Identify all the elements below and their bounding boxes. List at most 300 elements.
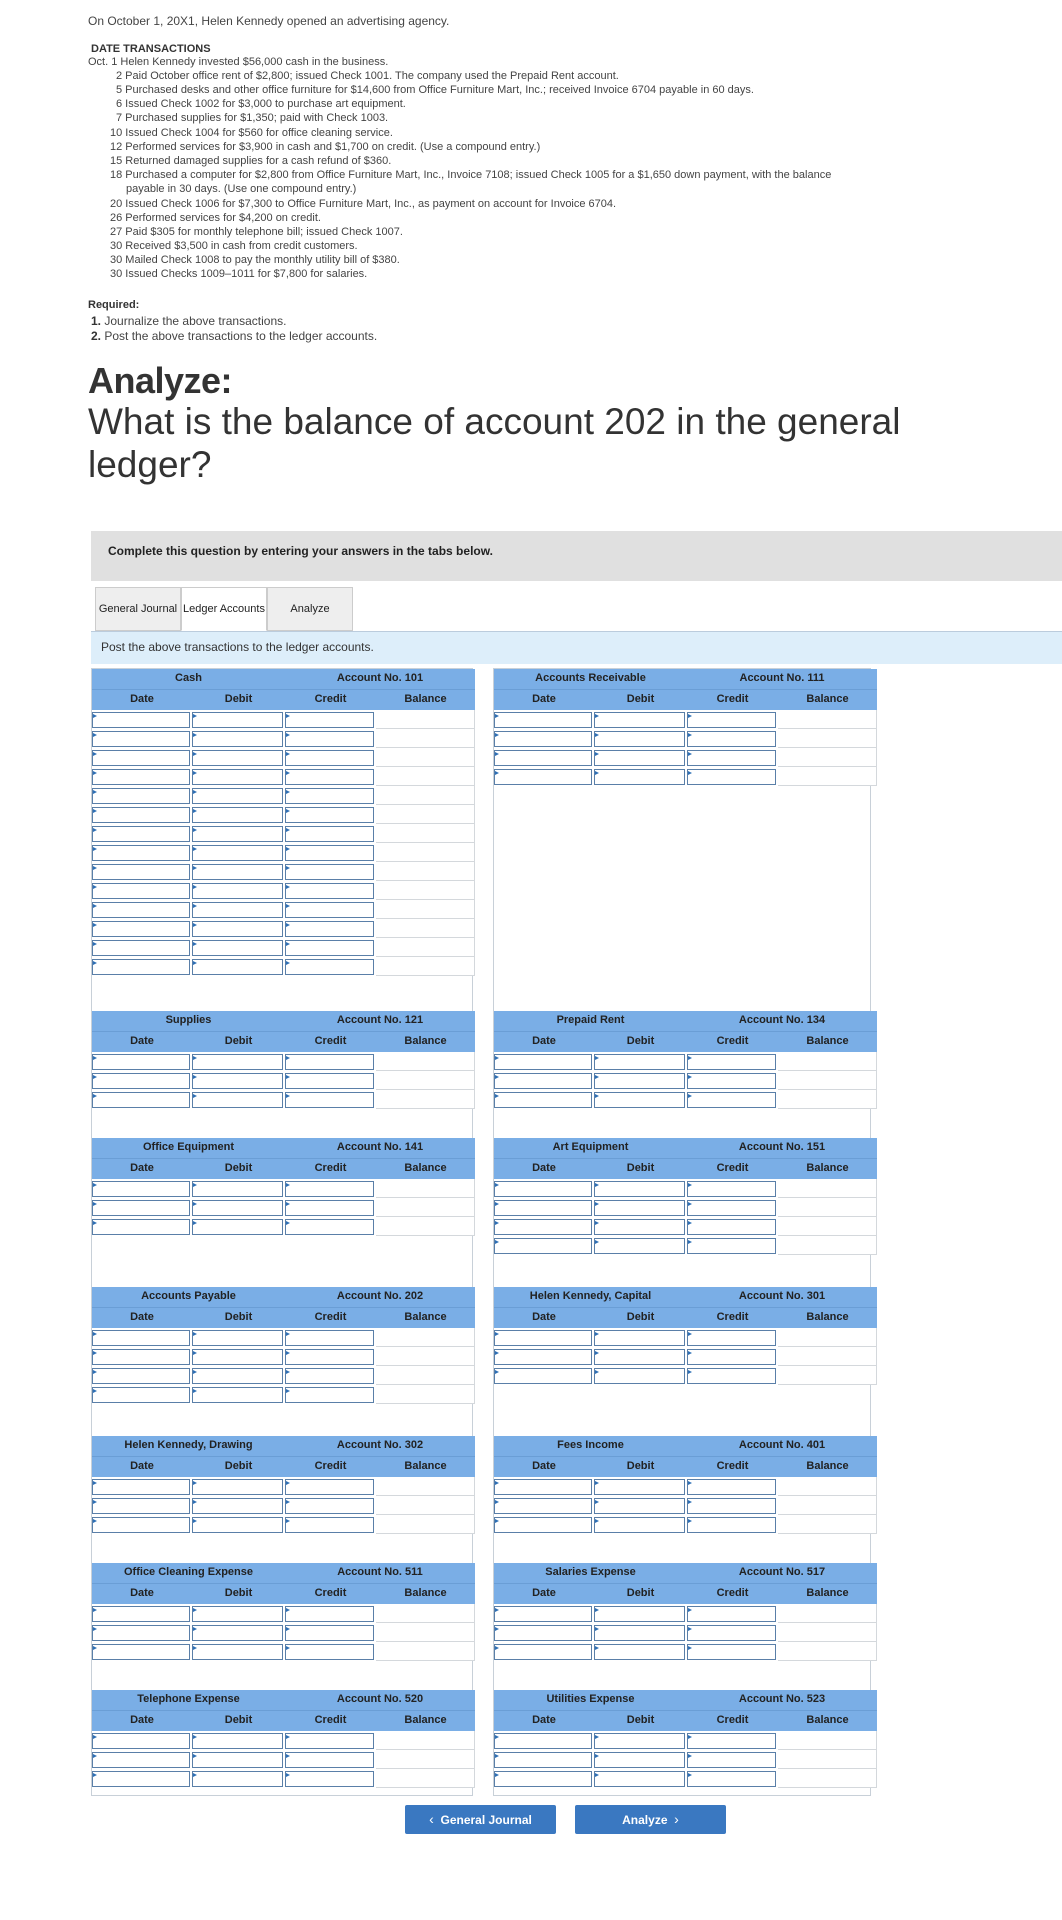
date-input[interactable] — [494, 1330, 592, 1346]
date-input[interactable] — [92, 1625, 190, 1641]
debit-input[interactable] — [192, 769, 283, 785]
debit-input[interactable] — [192, 1498, 283, 1514]
debit-input[interactable] — [192, 1181, 283, 1197]
date-input[interactable] — [92, 1644, 190, 1660]
date-input[interactable] — [92, 864, 190, 880]
credit-input[interactable] — [687, 1219, 776, 1235]
debit-input[interactable] — [594, 1181, 685, 1197]
ledger-title-row — [494, 1011, 877, 1031]
transaction-line: payable in 30 days. (Use one compound entry.) — [126, 183, 357, 195]
column-header-credit: Credit — [314, 1460, 347, 1472]
credit-input[interactable] — [285, 788, 374, 804]
date-input[interactable] — [92, 1733, 190, 1749]
credit-input[interactable] — [687, 1733, 776, 1749]
balance-cell — [778, 1052, 877, 1071]
transaction-line: 6 Issued Check 1002 for $3,000 to purchase art equipment. — [116, 98, 406, 110]
credit-input[interactable] — [687, 1498, 776, 1514]
credit-input[interactable] — [687, 1771, 776, 1787]
credit-input[interactable] — [285, 1181, 374, 1197]
credit-input[interactable] — [687, 1330, 776, 1346]
date-input[interactable] — [92, 1479, 190, 1495]
transaction-line: 5 Purchased desks and other office furniture for $14,600 from Office Furniture Mart, Inc.; received Invoice 6704 payable in 60 days. — [116, 84, 754, 96]
debit-input[interactable] — [192, 1387, 283, 1403]
column-header-debit: Debit — [224, 1035, 253, 1047]
debit-input[interactable] — [192, 1349, 283, 1365]
tab-analyze[interactable]: Analyze — [267, 587, 353, 631]
date-input[interactable] — [92, 1330, 190, 1346]
balance-cell — [778, 1090, 877, 1109]
debit-input[interactable] — [192, 959, 283, 975]
account-number: Account No. 401 — [738, 1439, 826, 1451]
ledger-row — [494, 1769, 877, 1788]
debit-input[interactable] — [594, 1238, 685, 1254]
date-input[interactable] — [92, 1771, 190, 1787]
balance-cell — [778, 1347, 877, 1366]
column-header-balance: Balance — [806, 1714, 849, 1726]
date-input[interactable] — [92, 1181, 190, 1197]
ledger-row — [494, 729, 877, 748]
debit-input[interactable] — [594, 1200, 685, 1216]
balance-cell — [376, 919, 475, 938]
date-input[interactable] — [92, 1387, 190, 1403]
date-input[interactable] — [92, 1219, 190, 1235]
debit-input[interactable] — [594, 1733, 685, 1749]
ledger-row — [494, 1347, 877, 1366]
ledger-row — [92, 1385, 475, 1404]
credit-input[interactable] — [285, 769, 374, 785]
debit-input[interactable] — [192, 1606, 283, 1622]
balance-cell — [778, 1071, 877, 1090]
debit-input[interactable] — [594, 1517, 685, 1533]
account-number: Account No. 121 — [336, 1014, 424, 1026]
credit-input[interactable] — [285, 1387, 374, 1403]
ledger-row — [92, 1769, 475, 1788]
debit-input[interactable] — [192, 1092, 283, 1108]
date-input[interactable] — [92, 940, 190, 956]
debit-input[interactable] — [192, 883, 283, 899]
date-input[interactable] — [92, 1517, 190, 1533]
debit-input[interactable] — [594, 1073, 685, 1089]
date-input[interactable] — [494, 1733, 592, 1749]
ledger-helen-kennedy-drawing — [92, 1436, 475, 1534]
column-header-balance: Balance — [404, 693, 447, 705]
balance-cell — [376, 862, 475, 881]
debit-input[interactable] — [192, 1073, 283, 1089]
credit-input[interactable] — [285, 864, 374, 880]
balance-cell — [376, 805, 475, 824]
ledger-office-cleaning-expense — [92, 1563, 475, 1661]
date-input[interactable] — [92, 826, 190, 842]
debit-input[interactable] — [192, 788, 283, 804]
date-input[interactable] — [92, 959, 190, 975]
credit-input[interactable] — [285, 1644, 374, 1660]
credit-input[interactable] — [687, 1644, 776, 1660]
credit-input[interactable] — [285, 807, 374, 823]
date-input[interactable] — [494, 1073, 592, 1089]
debit-input[interactable] — [594, 731, 685, 747]
ledger-row — [494, 1090, 877, 1109]
date-input[interactable] — [92, 750, 190, 766]
balance-cell — [376, 1198, 475, 1217]
credit-input[interactable] — [687, 1752, 776, 1768]
balance-cell — [778, 1179, 877, 1198]
account-name: Fees Income — [557, 1439, 624, 1451]
credit-input[interactable] — [285, 1330, 374, 1346]
column-header-credit: Credit — [314, 1035, 347, 1047]
ledger-row — [494, 1236, 877, 1255]
ledger-column-header-row — [494, 1031, 877, 1052]
credit-input[interactable] — [285, 1349, 374, 1365]
debit-input[interactable] — [594, 769, 685, 785]
debit-input[interactable] — [192, 1752, 283, 1768]
balance-cell — [376, 1179, 475, 1198]
ledger-row — [92, 1604, 475, 1623]
transaction-line: 10 Issued Check 1004 for $560 for office cleaning service. — [110, 127, 393, 139]
date-input[interactable] — [92, 1606, 190, 1622]
debit-input[interactable] — [192, 940, 283, 956]
date-input[interactable] — [92, 1498, 190, 1514]
ledger-divider — [472, 668, 494, 1796]
date-input[interactable] — [92, 788, 190, 804]
intro-text: On October 1, 20X1, Helen Kennedy opened an advertising agency. — [88, 14, 450, 28]
balance-cell — [778, 1604, 877, 1623]
account-number: Account No. 151 — [738, 1141, 826, 1153]
ledger-row — [494, 1496, 877, 1515]
debit-input[interactable] — [192, 1368, 283, 1384]
credit-input[interactable] — [687, 1092, 776, 1108]
credit-input[interactable] — [687, 1606, 776, 1622]
credit-input[interactable] — [285, 883, 374, 899]
post-instruction-text: Post the above transactions to the ledger accounts. — [101, 640, 374, 654]
next-button-label: Analyze — [622, 1813, 668, 1827]
required-item-2: 2. Post the above transactions to the ledger accounts. — [91, 329, 378, 343]
column-header-credit: Credit — [716, 1035, 749, 1047]
ledger-row — [92, 957, 475, 976]
column-header-balance: Balance — [404, 1311, 447, 1323]
date-input[interactable] — [92, 1752, 190, 1768]
date-input[interactable] — [494, 731, 592, 747]
account-name: Helen Kennedy, Capital — [529, 1290, 652, 1302]
column-header-date: Date — [532, 1714, 556, 1726]
account-name: Helen Kennedy, Drawing — [124, 1439, 253, 1451]
credit-input[interactable] — [285, 845, 374, 861]
credit-input[interactable] — [687, 769, 776, 785]
ledger-row — [92, 881, 475, 900]
credit-input[interactable] — [285, 1625, 374, 1641]
ledger-row — [494, 1604, 877, 1623]
debit-input[interactable] — [192, 731, 283, 747]
balance-cell — [778, 729, 877, 748]
date-input[interactable] — [92, 1092, 190, 1108]
ledger-title-row — [494, 1138, 877, 1158]
credit-input[interactable] — [285, 1054, 374, 1070]
balance-cell — [778, 710, 877, 729]
ledger-row — [92, 1496, 475, 1515]
date-input[interactable] — [92, 883, 190, 899]
date-input[interactable] — [92, 769, 190, 785]
ledger-column-header-row — [494, 1583, 877, 1604]
credit-input[interactable] — [285, 1368, 374, 1384]
column-header-balance: Balance — [806, 1587, 849, 1599]
ledger-title-row — [92, 1436, 475, 1456]
credit-input[interactable] — [687, 1073, 776, 1089]
ledger-row — [494, 1477, 877, 1496]
credit-input[interactable] — [285, 902, 374, 918]
ledger-column-header-row — [92, 1456, 475, 1477]
column-header-balance: Balance — [404, 1035, 447, 1047]
tab-general-journal[interactable]: General Journal — [95, 587, 181, 631]
ledger-title-row — [92, 669, 475, 689]
credit-input[interactable] — [687, 1517, 776, 1533]
date-input[interactable] — [494, 1752, 592, 1768]
date-input[interactable] — [494, 750, 592, 766]
debit-input[interactable] — [192, 1517, 283, 1533]
date-input[interactable] — [494, 1479, 592, 1495]
debit-input[interactable] — [192, 1054, 283, 1070]
debit-input[interactable] — [594, 1219, 685, 1235]
date-input[interactable] — [92, 712, 190, 728]
ledger-row — [92, 1750, 475, 1769]
debit-input[interactable] — [594, 1054, 685, 1070]
debit-input[interactable] — [192, 807, 283, 823]
date-input[interactable] — [92, 845, 190, 861]
debit-input[interactable] — [192, 750, 283, 766]
column-header-debit: Debit — [224, 1162, 253, 1174]
column-header-date: Date — [130, 1311, 154, 1323]
credit-input[interactable] — [285, 750, 374, 766]
debit-input[interactable] — [594, 1349, 685, 1365]
debit-input[interactable] — [594, 1771, 685, 1787]
transaction-line: 2 Paid October office rent of $2,800; issued Check 1001. The company used the Prepaid Rent account. — [116, 70, 619, 82]
debit-input[interactable] — [192, 921, 283, 937]
date-input[interactable] — [494, 769, 592, 785]
date-input[interactable] — [92, 1073, 190, 1089]
date-input[interactable] — [92, 1054, 190, 1070]
column-header-credit: Credit — [314, 1714, 347, 1726]
chevron-right-icon: › — [674, 1811, 679, 1827]
debit-input[interactable] — [192, 1771, 283, 1787]
ledger-fees-income — [494, 1436, 877, 1534]
account-number: Account No. 134 — [738, 1014, 826, 1026]
balance-cell — [376, 1347, 475, 1366]
credit-input[interactable] — [285, 1517, 374, 1533]
account-number: Account No. 101 — [336, 672, 424, 684]
ledger-column-header-row — [92, 1158, 475, 1179]
ledger-row — [494, 710, 877, 729]
credit-input[interactable] — [687, 731, 776, 747]
account-name: Utilities Expense — [546, 1693, 635, 1705]
debit-input[interactable] — [594, 1479, 685, 1495]
debit-input[interactable] — [192, 845, 283, 861]
date-input[interactable] — [494, 1771, 592, 1787]
column-header-credit: Credit — [314, 1311, 347, 1323]
date-input[interactable] — [494, 1517, 592, 1533]
debit-input[interactable] — [192, 1733, 283, 1749]
date-input[interactable] — [92, 1349, 190, 1365]
credit-input[interactable] — [285, 1092, 374, 1108]
debit-input[interactable] — [594, 1644, 685, 1660]
credit-input[interactable] — [687, 1368, 776, 1384]
credit-input[interactable] — [285, 731, 374, 747]
column-header-date: Date — [532, 1460, 556, 1472]
balance-cell — [778, 1623, 877, 1642]
credit-input[interactable] — [285, 1219, 374, 1235]
prev-general-journal-button[interactable] — [405, 1805, 556, 1834]
debit-input[interactable] — [594, 1752, 685, 1768]
debit-input[interactable] — [192, 1625, 283, 1641]
date-input[interactable] — [494, 1054, 592, 1070]
ledger-row — [92, 862, 475, 881]
balance-cell — [778, 1496, 877, 1515]
ledger-row — [494, 748, 877, 767]
ledger-title-row — [92, 1287, 475, 1307]
credit-input[interactable] — [285, 1752, 374, 1768]
date-input[interactable] — [494, 1238, 592, 1254]
account-number: Account No. 520 — [336, 1693, 424, 1705]
balance-cell — [376, 1515, 475, 1534]
transaction-line: 27 Paid $305 for monthly telephone bill; issued Check 1007. — [110, 226, 403, 238]
debit-input[interactable] — [192, 1330, 283, 1346]
credit-input[interactable] — [687, 1181, 776, 1197]
next-analyze-button[interactable] — [575, 1805, 726, 1834]
required-item-1: 1. Journalize the above transactions. — [91, 314, 287, 328]
credit-input[interactable] — [285, 921, 374, 937]
credit-input[interactable] — [687, 1479, 776, 1495]
account-name: Accounts Receivable — [535, 672, 646, 684]
debit-input[interactable] — [594, 1625, 685, 1641]
account-name: Accounts Payable — [141, 1290, 236, 1302]
balance-cell — [778, 1217, 877, 1236]
analyze-question: What is the balance of account 202 in the general ledger? — [88, 401, 901, 485]
ledger-row — [92, 900, 475, 919]
credit-input[interactable] — [687, 712, 776, 728]
balance-cell — [376, 1731, 475, 1750]
credit-input[interactable] — [687, 1238, 776, 1254]
credit-input[interactable] — [285, 1733, 374, 1749]
debit-input[interactable] — [192, 902, 283, 918]
credit-input[interactable] — [687, 1625, 776, 1641]
debit-input[interactable] — [192, 1200, 283, 1216]
balance-cell — [778, 1769, 877, 1788]
date-input[interactable] — [494, 1200, 592, 1216]
instruction-bar — [91, 531, 1062, 581]
balance-cell — [778, 1328, 877, 1347]
column-header-debit: Debit — [626, 1460, 655, 1472]
debit-input[interactable] — [192, 864, 283, 880]
credit-input[interactable] — [285, 959, 374, 975]
debit-input[interactable] — [594, 1368, 685, 1384]
date-input[interactable] — [494, 1219, 592, 1235]
credit-input[interactable] — [285, 712, 374, 728]
ledger-row — [92, 1347, 475, 1366]
ledger-column-header-row — [92, 1031, 475, 1052]
debit-input[interactable] — [594, 1330, 685, 1346]
date-input[interactable] — [92, 921, 190, 937]
date-input[interactable] — [494, 1644, 592, 1660]
date-input[interactable] — [92, 731, 190, 747]
column-header-credit: Credit — [314, 1587, 347, 1599]
debit-input[interactable] — [192, 1644, 283, 1660]
ledger-row — [92, 805, 475, 824]
date-input[interactable] — [494, 1368, 592, 1384]
ledger-row — [92, 710, 475, 729]
credit-input[interactable] — [285, 940, 374, 956]
date-input[interactable] — [92, 807, 190, 823]
ledger-row — [494, 1642, 877, 1661]
date-input[interactable] — [494, 1181, 592, 1197]
balance-cell — [376, 1623, 475, 1642]
transaction-line: 20 Issued Check 1006 for $7,300 to Office Furniture Mart, Inc., as payment on account for Invoice 6704. — [110, 198, 617, 210]
debit-input[interactable] — [594, 1606, 685, 1622]
credit-input[interactable] — [687, 750, 776, 766]
column-header-date: Date — [130, 1162, 154, 1174]
ledger-accounts-payable — [92, 1287, 475, 1404]
credit-input[interactable] — [285, 1606, 374, 1622]
ledger-column-header-row — [494, 689, 877, 710]
credit-input[interactable] — [285, 1498, 374, 1514]
column-header-date: Date — [532, 1162, 556, 1174]
ledger-row — [494, 1623, 877, 1642]
balance-cell — [376, 843, 475, 862]
ledger-row — [494, 1071, 877, 1090]
debit-input[interactable] — [192, 1219, 283, 1235]
debit-input[interactable] — [594, 1092, 685, 1108]
ledger-row — [92, 824, 475, 843]
date-input[interactable] — [92, 1200, 190, 1216]
date-input[interactable] — [494, 1349, 592, 1365]
date-input[interactable] — [92, 902, 190, 918]
balance-cell — [376, 824, 475, 843]
credit-input[interactable] — [285, 1073, 374, 1089]
date-input[interactable] — [494, 1092, 592, 1108]
account-name: Office Cleaning Expense — [124, 1566, 253, 1578]
transactions-header: DATE TRANSACTIONS — [91, 43, 211, 55]
ledger-column-header-row — [92, 689, 475, 710]
credit-input[interactable] — [285, 826, 374, 842]
column-header-debit: Debit — [224, 1714, 253, 1726]
debit-input[interactable] — [192, 712, 283, 728]
chevron-left-icon: ‹ — [429, 1811, 434, 1827]
date-input[interactable] — [494, 1498, 592, 1514]
account-number: Account No. 517 — [738, 1566, 826, 1578]
date-input[interactable] — [92, 1368, 190, 1384]
date-input[interactable] — [494, 1625, 592, 1641]
ledger-row — [92, 1179, 475, 1198]
account-number: Account No. 202 — [336, 1290, 424, 1302]
ledger-cash — [92, 669, 475, 976]
tab-ledger-accounts[interactable]: Ledger Accounts — [181, 587, 267, 631]
date-input[interactable] — [494, 712, 592, 728]
debit-input[interactable] — [192, 1479, 283, 1495]
ledger-row — [92, 1052, 475, 1071]
debit-input[interactable] — [192, 826, 283, 842]
credit-input[interactable] — [285, 1479, 374, 1495]
debit-input[interactable] — [594, 750, 685, 766]
column-header-date: Date — [532, 693, 556, 705]
credit-input[interactable] — [687, 1200, 776, 1216]
credit-input[interactable] — [285, 1200, 374, 1216]
date-input[interactable] — [494, 1606, 592, 1622]
debit-input[interactable] — [594, 712, 685, 728]
ledger-office-equipment — [92, 1138, 475, 1236]
debit-input[interactable] — [594, 1498, 685, 1514]
credit-input[interactable] — [687, 1349, 776, 1365]
ledger-row — [92, 767, 475, 786]
balance-cell — [376, 1366, 475, 1385]
ledger-title-row — [92, 1011, 475, 1031]
credit-input[interactable] — [687, 1054, 776, 1070]
credit-input[interactable] — [285, 1771, 374, 1787]
